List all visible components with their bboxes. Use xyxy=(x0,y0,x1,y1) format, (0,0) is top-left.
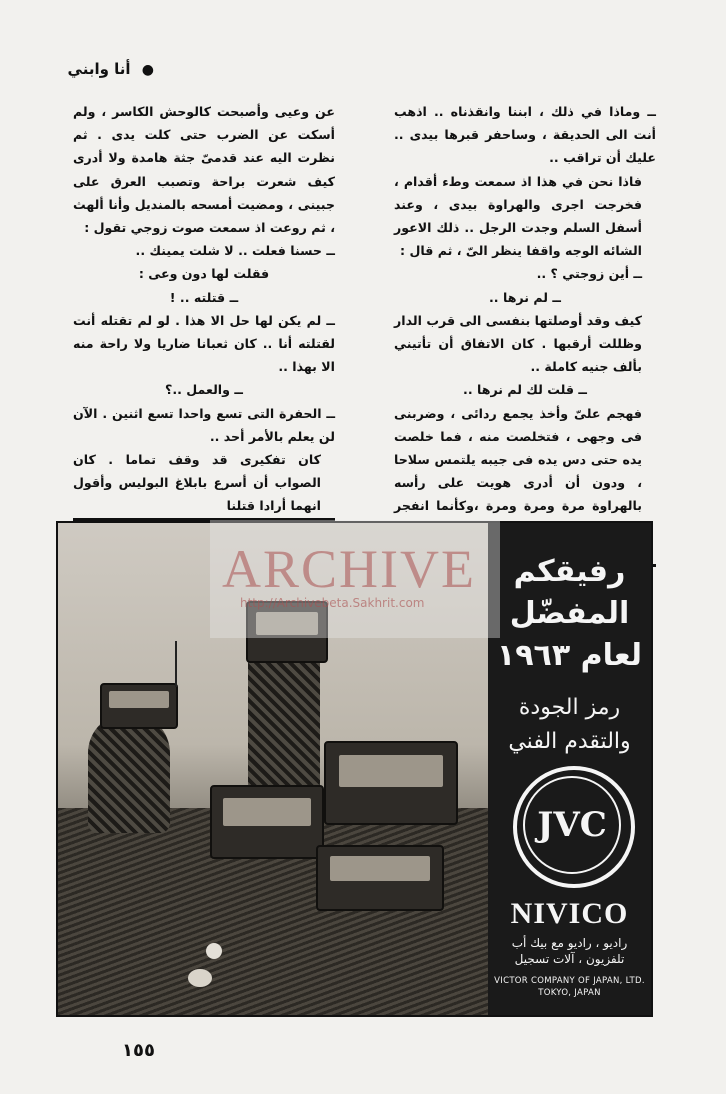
jvc-logo xyxy=(513,766,635,888)
radio-set xyxy=(100,683,178,729)
ad-tagline xyxy=(488,691,651,759)
dialogue-line: ــ قتلته .. ! xyxy=(169,289,239,305)
radio-set xyxy=(324,741,458,825)
headline-line: المفضّل xyxy=(509,596,630,631)
page-number: ١٥٥ xyxy=(122,1040,155,1061)
bullet-icon: ● xyxy=(141,62,154,78)
dialogue-line: ــ والعمل ..؟ xyxy=(165,382,243,398)
wicker-stand xyxy=(248,653,320,793)
dialogue-line: ــ أين زوجتي ؟ .. xyxy=(536,266,642,282)
ad-headline xyxy=(488,551,651,677)
wicker-stool xyxy=(88,713,170,833)
dialogue-line: ــ لم نرها .. xyxy=(489,289,561,305)
product-line: راديو ، راديو مع بيك أب xyxy=(511,936,628,950)
paragraph: فهجم علىّ وأخذ يجمع ردائى ، وضربنى فى وجهى ، فتخلصت منه ، فما خلصت يده حتى دس يده فى جيبه يلتمس سلاحا ، ودون أن أدرى هويت على رأسه بالهراوة مرة ومرة ومرة ،وكأنما انفجر xyxy=(394,402,656,567)
product-list xyxy=(488,935,651,967)
text-column-right xyxy=(394,100,656,567)
company-info xyxy=(488,975,651,999)
decorative-ball xyxy=(188,969,212,987)
jvc-logo-text: JVC xyxy=(523,776,621,874)
headline-line: رفيقكم xyxy=(513,554,626,589)
paragraph: فاذا نحن في هذا اذ سمعت وطء أقدام ، فخرجت اجرى والهراوة بيدى ، وعند أسفل السلم وجدت الرجل .. ذلك الاعور الشائه الوجه واقفا ينظر الىّ ، ثم قال : xyxy=(394,173,642,259)
product-line: تلفزيون ، آلات تسجيل xyxy=(514,952,625,966)
ad-copy-panel xyxy=(488,523,651,1015)
paragraph: كان تفكيرى قد وقف تماما . كان الصواب أن أسرع بابلاغ البوليس وأقول انهما أرادا قتلنا xyxy=(73,448,335,521)
headline-line: لعام ١٩٦٣ xyxy=(496,638,643,673)
tagline-line: والتقدم الفني xyxy=(508,729,631,754)
dialogue-line: ــ قلت لك لم نرها .. xyxy=(463,382,587,398)
dialogue-line: ــ الحفرة التى تسع واحدا تسع اثنين . الآن لن يعلم بالأمر أحد .. xyxy=(73,405,335,444)
article-title-text: أنا وابني xyxy=(67,60,131,78)
radio-set xyxy=(316,845,444,911)
article-title xyxy=(68,60,154,78)
paragraph: عن وعيى وأصبحت كالوحش الكاسر ، ولم أسكت عن الضرب حتى كلت يدى . ثم نظرت اليه عند قدمىّ جثة هامدة ولا أدرى كيف شعرت براحة وتصبب العرق على جبينى ، ومضيت أمسحه بالمنديل وأنا ألهث ، ثم روعت اذ سمعت صوت زوجي تقول : xyxy=(73,104,335,236)
text-column-left xyxy=(73,100,335,521)
tagline-line: رمز الجودة xyxy=(518,695,621,720)
paragraph: كيف وقد أوصلتها بنفسى الى قرب الدار وظللت أرقبها . كان الاتفاق أن تأتيني بألف جنيه كاملة .. xyxy=(394,312,642,375)
radio-set xyxy=(210,785,324,859)
watermark-text: ARCHIVE xyxy=(222,539,476,599)
dialogue-line: ــ حسنا فعلت .. لا شلت يمينك .. xyxy=(135,243,335,259)
decorative-ball xyxy=(206,943,222,959)
company-location: TOKYO, JAPAN xyxy=(538,988,601,998)
brand-name: NIVICO xyxy=(510,897,629,930)
paragraph: فقلت لها دون وعى : xyxy=(138,266,270,282)
radio-antenna xyxy=(175,641,177,687)
paragraph: ــ وماذا في ذلك ، ابننا وانقذناه .. اذهب أنت الى الحديقة ، وساحفر قبرها بيدى .. عليك أن تراقب .. xyxy=(394,104,656,166)
dialogue-line: ــ لم يكن لها حل الا هذا . لو لم تقتله أنت لقتلته أنا .. كان ثعبانا ضاريا ولا راحة منه الا بهذا .. xyxy=(73,312,335,375)
watermark-url: http://Archivebeta.Sakhrit.com xyxy=(240,596,425,610)
company-name: VICTOR COMPANY OF JAPAN, LTD. xyxy=(494,976,645,986)
